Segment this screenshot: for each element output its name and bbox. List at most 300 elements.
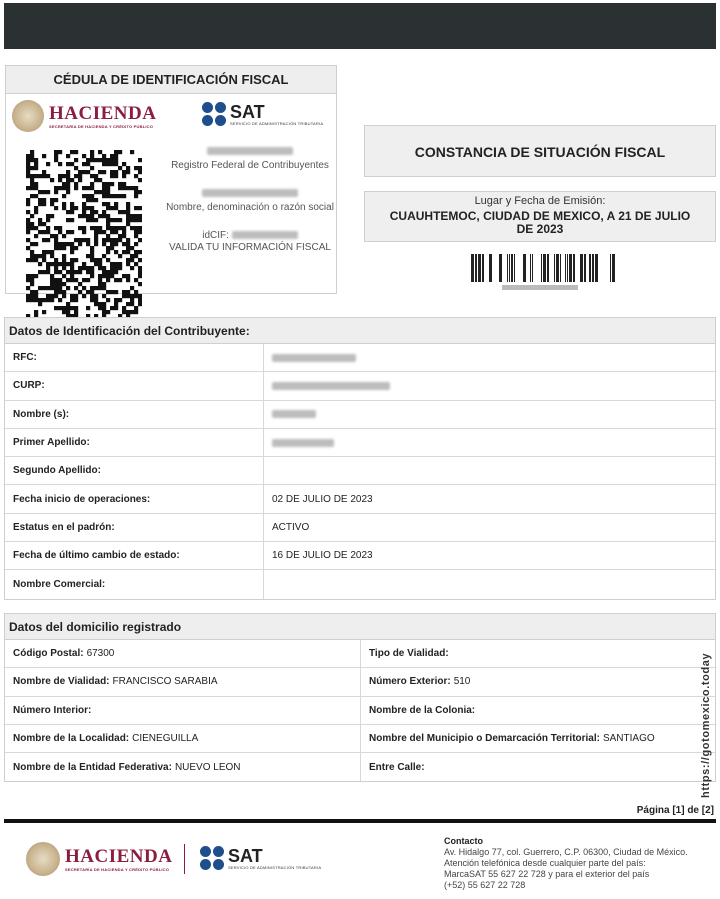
qr-module: [114, 154, 118, 158]
qr-module: [78, 174, 82, 178]
address-value: SANTIAGO: [602, 733, 655, 745]
qr-module: [58, 226, 62, 230]
qr-module: [138, 170, 142, 174]
row-value: [264, 372, 715, 399]
qr-module: [66, 270, 70, 274]
qr-module: [86, 266, 90, 270]
qr-module: [90, 246, 94, 250]
qr-module: [62, 194, 66, 198]
qr-module: [30, 298, 34, 302]
qr-module: [98, 286, 102, 290]
qr-module: [110, 274, 114, 278]
qr-module: [82, 238, 86, 242]
qr-module: [86, 162, 90, 166]
qr-module: [138, 230, 142, 234]
qr-module: [70, 270, 74, 274]
qr-module: [74, 258, 78, 262]
qr-module: [98, 306, 102, 310]
qr-module: [34, 158, 38, 162]
qr-module: [106, 238, 110, 242]
table-row: [5, 372, 715, 400]
qr-module: [130, 266, 134, 270]
qr-module: [122, 174, 126, 178]
barcode-bar: [523, 254, 526, 282]
barcode-bar: [569, 254, 572, 282]
qr-module: [134, 310, 138, 314]
qr-module: [34, 290, 38, 294]
qr-module: [122, 194, 126, 198]
qr-module: [78, 266, 82, 270]
qr-module: [26, 154, 30, 158]
qr-module: [122, 250, 126, 254]
qr-module: [66, 154, 70, 158]
qr-module: [114, 218, 118, 222]
qr-module: [94, 178, 98, 182]
qr-module: [122, 306, 126, 310]
cedula-header: CÉDULA DE IDENTIFICACIÓN FISCAL: [6, 66, 336, 94]
qr-module: [66, 286, 70, 290]
qr-module: [70, 274, 74, 278]
qr-module: [102, 254, 106, 258]
address-label: Nombre de la Localidad:: [13, 733, 130, 745]
footer-divider: [4, 819, 716, 823]
qr-module: [30, 258, 34, 262]
qr-module: [30, 154, 34, 158]
qr-module: [62, 234, 66, 238]
address-cell: [5, 725, 361, 752]
qr-module: [130, 302, 134, 306]
qr-module: [118, 266, 122, 270]
qr-module: [58, 150, 62, 154]
qr-module: [82, 186, 86, 190]
qr-module: [50, 254, 54, 258]
qr-module: [102, 310, 106, 314]
qr-module: [90, 290, 94, 294]
qr-module: [74, 186, 78, 190]
page-indicator: Página [1] de [2]: [636, 805, 714, 816]
qr-module: [106, 190, 110, 194]
table-row: [5, 542, 715, 570]
qr-module: [38, 218, 42, 222]
qr-module: [26, 174, 30, 178]
qr-module: [62, 262, 66, 266]
qr-module: [54, 234, 58, 238]
row-label: Nombre Comercial:: [5, 570, 264, 598]
qr-module: [46, 270, 50, 274]
qr-module: [38, 230, 42, 234]
qr-module: [34, 210, 38, 214]
qr-module: [66, 178, 70, 182]
qr-module: [110, 194, 114, 198]
qr-module: [66, 242, 70, 246]
qr-module: [102, 202, 106, 206]
qr-module: [70, 206, 74, 210]
qr-module: [30, 250, 34, 254]
qr-module: [118, 254, 122, 258]
rfc-redacted: [207, 147, 293, 155]
qr-module: [50, 274, 54, 278]
qr-module: [106, 278, 110, 282]
qr-module: [94, 294, 98, 298]
qr-module: [126, 166, 130, 170]
qr-module: [106, 206, 110, 210]
qr-module: [102, 286, 106, 290]
qr-module: [122, 274, 126, 278]
qr-module: [98, 282, 102, 286]
qr-module: [134, 242, 138, 246]
qr-module: [78, 214, 82, 218]
qr-module: [70, 278, 74, 282]
qr-module: [110, 266, 114, 270]
qr-module: [98, 226, 102, 230]
qr-module: [130, 298, 134, 302]
qr-module: [98, 214, 102, 218]
barcode-bar: [595, 254, 598, 282]
qr-module: [138, 270, 142, 274]
qr-module: [90, 174, 94, 178]
qr-module: [82, 170, 86, 174]
qr-module: [90, 250, 94, 254]
qr-module: [70, 218, 74, 222]
qr-module: [94, 190, 98, 194]
qr-module: [138, 250, 142, 254]
qr-module: [74, 174, 78, 178]
qr-module: [126, 210, 130, 214]
qr-module: [98, 150, 102, 154]
qr-module: [26, 246, 30, 250]
qr-module: [74, 286, 78, 290]
table-row: [5, 668, 715, 696]
qr-module: [114, 158, 118, 162]
qr-module: [90, 218, 94, 222]
qr-module: [98, 302, 102, 306]
qr-module: [58, 286, 62, 290]
qr-module: [130, 310, 134, 314]
qr-module: [130, 226, 134, 230]
sat-dots-icon: [202, 102, 226, 126]
row-label: Nombre (s):: [5, 401, 264, 428]
qr-module: [54, 258, 58, 262]
qr-module: [30, 182, 34, 186]
qr-module: [134, 166, 138, 170]
qr-module: [138, 206, 142, 210]
qr-module: [70, 230, 74, 234]
barcode-bar: [556, 254, 559, 282]
qr-module: [138, 298, 142, 302]
qr-module: [94, 234, 98, 238]
qr-module: [86, 306, 90, 310]
qr-module: [106, 310, 110, 314]
qr-module: [138, 178, 142, 182]
sat-subtitle: SERVICIO DE ADMINISTRACIÓN TRIBUTARIA: [230, 120, 324, 126]
qr-module: [106, 258, 110, 262]
qr-module: [74, 238, 78, 242]
qr-module: [86, 194, 90, 198]
qr-module: [38, 202, 42, 206]
qr-module: [42, 298, 46, 302]
table-row: [5, 697, 715, 725]
qr-module: [70, 162, 74, 166]
qr-module: [78, 238, 82, 242]
qr-module: [102, 238, 106, 242]
qr-module: [58, 270, 62, 274]
qr-module: [70, 266, 74, 270]
qr-module: [94, 238, 98, 242]
qr-module: [46, 238, 50, 242]
qr-module: [34, 174, 38, 178]
address-value: CIENEGUILLA: [132, 733, 199, 745]
qr-module: [34, 162, 38, 166]
qr-module: [74, 310, 78, 314]
qr-module: [50, 214, 54, 218]
qr-module: [134, 174, 138, 178]
qr-module: [138, 282, 142, 286]
qr-module: [34, 310, 38, 314]
qr-module: [102, 306, 106, 310]
qr-module: [102, 214, 106, 218]
row-value: [264, 344, 715, 371]
qr-module: [54, 294, 58, 298]
qr-module: [30, 226, 34, 230]
qr-module: [30, 166, 34, 170]
qr-module: [134, 250, 138, 254]
qr-module: [114, 306, 118, 310]
qr-module: [34, 294, 38, 298]
qr-module: [66, 218, 70, 222]
qr-module: [42, 310, 46, 314]
contact-line: (+52) 55 627 22 728: [444, 880, 526, 890]
barcode-bar: [507, 254, 508, 282]
qr-module: [102, 274, 106, 278]
qr-module: [70, 150, 74, 154]
qr-module: [66, 174, 70, 178]
qr-module: [126, 310, 130, 314]
qr-module: [50, 278, 54, 282]
qr-module: [70, 294, 74, 298]
qr-module: [90, 194, 94, 198]
qr-module: [138, 294, 142, 298]
qr-module: [118, 238, 122, 242]
qr-module: [110, 246, 114, 250]
qr-module: [138, 266, 142, 270]
qr-module: [102, 210, 106, 214]
qr-module: [66, 310, 70, 314]
qr-module: [138, 226, 142, 230]
qr-module: [34, 274, 38, 278]
qr-module: [38, 298, 42, 302]
qr-module: [82, 206, 86, 210]
qr-module: [110, 242, 114, 246]
qr-module: [126, 202, 130, 206]
qr-module: [90, 298, 94, 302]
qr-module: [42, 238, 46, 242]
qr-module: [106, 186, 110, 190]
qr-module: [30, 294, 34, 298]
qr-module: [106, 226, 110, 230]
qr-module: [130, 150, 134, 154]
qr-module: [74, 150, 78, 154]
barcode-bar: [547, 254, 549, 282]
qr-module: [58, 242, 62, 246]
qr-module: [122, 170, 126, 174]
domicilio-table: [4, 613, 716, 782]
qr-module: [98, 190, 102, 194]
qr-module: [58, 230, 62, 234]
qr-module: [86, 218, 90, 222]
barcode-bar: [499, 254, 502, 282]
address-cell: [5, 697, 361, 724]
qr-module: [74, 182, 78, 186]
qr-module: [138, 158, 142, 162]
qr-module: [42, 254, 46, 258]
qr-module: [26, 286, 30, 290]
qr-module: [110, 174, 114, 178]
qr-module: [114, 238, 118, 242]
barcode-bar: [514, 254, 515, 282]
qr-module: [134, 214, 138, 218]
address-value: 67300: [86, 648, 115, 660]
qr-module: [30, 186, 34, 190]
qr-module: [118, 150, 122, 154]
identificacion-heading: Datos de Identificación del Contribuyente:: [5, 318, 715, 344]
row-value: [264, 457, 715, 484]
qr-module: [70, 258, 74, 262]
qr-module: [42, 230, 46, 234]
qr-module: [46, 294, 50, 298]
qr-module: [114, 170, 118, 174]
qr-module: [122, 294, 126, 298]
qr-module: [106, 162, 110, 166]
barcode-bar: [489, 254, 492, 282]
qr-module: [126, 238, 130, 242]
qr-module: [74, 158, 78, 162]
row-label: Estatus en el padrón:: [5, 514, 264, 541]
qr-module: [46, 262, 50, 266]
qr-module: [90, 158, 94, 162]
qr-module: [34, 234, 38, 238]
qr-module: [114, 150, 118, 154]
identificacion-table: [4, 317, 716, 600]
qr-module: [134, 278, 138, 282]
qr-module: [114, 206, 118, 210]
nombre-redacted: [202, 189, 298, 197]
cedula-card: [5, 65, 337, 294]
qr-module: [94, 210, 98, 214]
address-label: Nombre de Vialidad:: [13, 676, 110, 688]
qr-module: [46, 162, 50, 166]
qr-module: [114, 250, 118, 254]
barcode-bar: [509, 254, 510, 282]
idcif-redacted: [232, 231, 298, 239]
qr-module: [86, 238, 90, 242]
qr-module: [98, 258, 102, 262]
qr-module: [34, 242, 38, 246]
qr-module: [54, 198, 58, 202]
qr-module: [122, 162, 126, 166]
watermark: [700, 648, 716, 798]
qr-module: [46, 226, 50, 230]
row-label: Fecha de último cambio de estado:: [5, 542, 264, 569]
row-value: [264, 401, 715, 428]
qr-module: [62, 258, 66, 262]
qr-module: [62, 294, 66, 298]
qr-module: [62, 290, 66, 294]
qr-module: [30, 150, 34, 154]
qr-module: [54, 278, 58, 282]
qr-module: [138, 214, 142, 218]
qr-module: [30, 158, 34, 162]
qr-module: [130, 286, 134, 290]
qr-module: [70, 262, 74, 266]
qr-module: [26, 158, 30, 162]
qr-module: [102, 294, 106, 298]
qr-module: [122, 290, 126, 294]
qr-module: [110, 182, 114, 186]
qr-module: [58, 290, 62, 294]
barcode-bar: [592, 254, 594, 282]
qr-module: [134, 294, 138, 298]
qr-module: [26, 294, 30, 298]
qr-module: [54, 270, 58, 274]
qr-module: [138, 274, 142, 278]
qr-module: [106, 246, 110, 250]
qr-module: [82, 202, 86, 206]
qr-module: [58, 262, 62, 266]
contact-line: Av. Hidalgo 77, col. Guerrero, C.P. 06300, Ciudad de México.: [444, 847, 688, 857]
qr-module: [26, 218, 30, 222]
qr-module: [138, 302, 142, 306]
contact-block: [444, 836, 688, 891]
barcode: [462, 252, 618, 292]
qr-module: [134, 190, 138, 194]
qr-module: [90, 210, 94, 214]
qr-module: [94, 158, 98, 162]
qr-module: [74, 246, 78, 250]
row-value: ACTIVO: [272, 521, 310, 533]
qr-module: [130, 214, 134, 218]
qr-module: [114, 194, 118, 198]
qr-module: [50, 198, 54, 202]
qr-module: [62, 282, 66, 286]
qr-module: [102, 154, 106, 158]
cedula-logos: [12, 100, 334, 134]
qr-module: [70, 246, 74, 250]
address-label: Entre Calle:: [369, 761, 425, 773]
qr-module: [78, 226, 82, 230]
qr-module: [26, 226, 30, 230]
qr-module: [70, 178, 74, 182]
qr-module: [90, 182, 94, 186]
qr-module: [126, 290, 130, 294]
barcode-bar: [612, 254, 615, 282]
qr-module: [82, 278, 86, 282]
qr-module: [94, 258, 98, 262]
rfc-caption: Registro Federal de Contribuyentes: [171, 160, 329, 171]
qr-module: [54, 306, 58, 310]
qr-module: [102, 266, 106, 270]
qr-module: [126, 258, 130, 262]
qr-module: [126, 206, 130, 210]
valida-caption: VALIDA TU INFORMACIÓN FISCAL: [169, 242, 331, 253]
qr-module: [66, 302, 70, 306]
qr-module: [42, 286, 46, 290]
lugar-fecha-box: [364, 191, 716, 242]
table-row: [5, 401, 715, 429]
document-title: CONSTANCIA DE SITUACIÓN FISCAL: [364, 125, 716, 177]
qr-module: [34, 182, 38, 186]
qr-module: [26, 258, 30, 262]
qr-module: [130, 186, 134, 190]
